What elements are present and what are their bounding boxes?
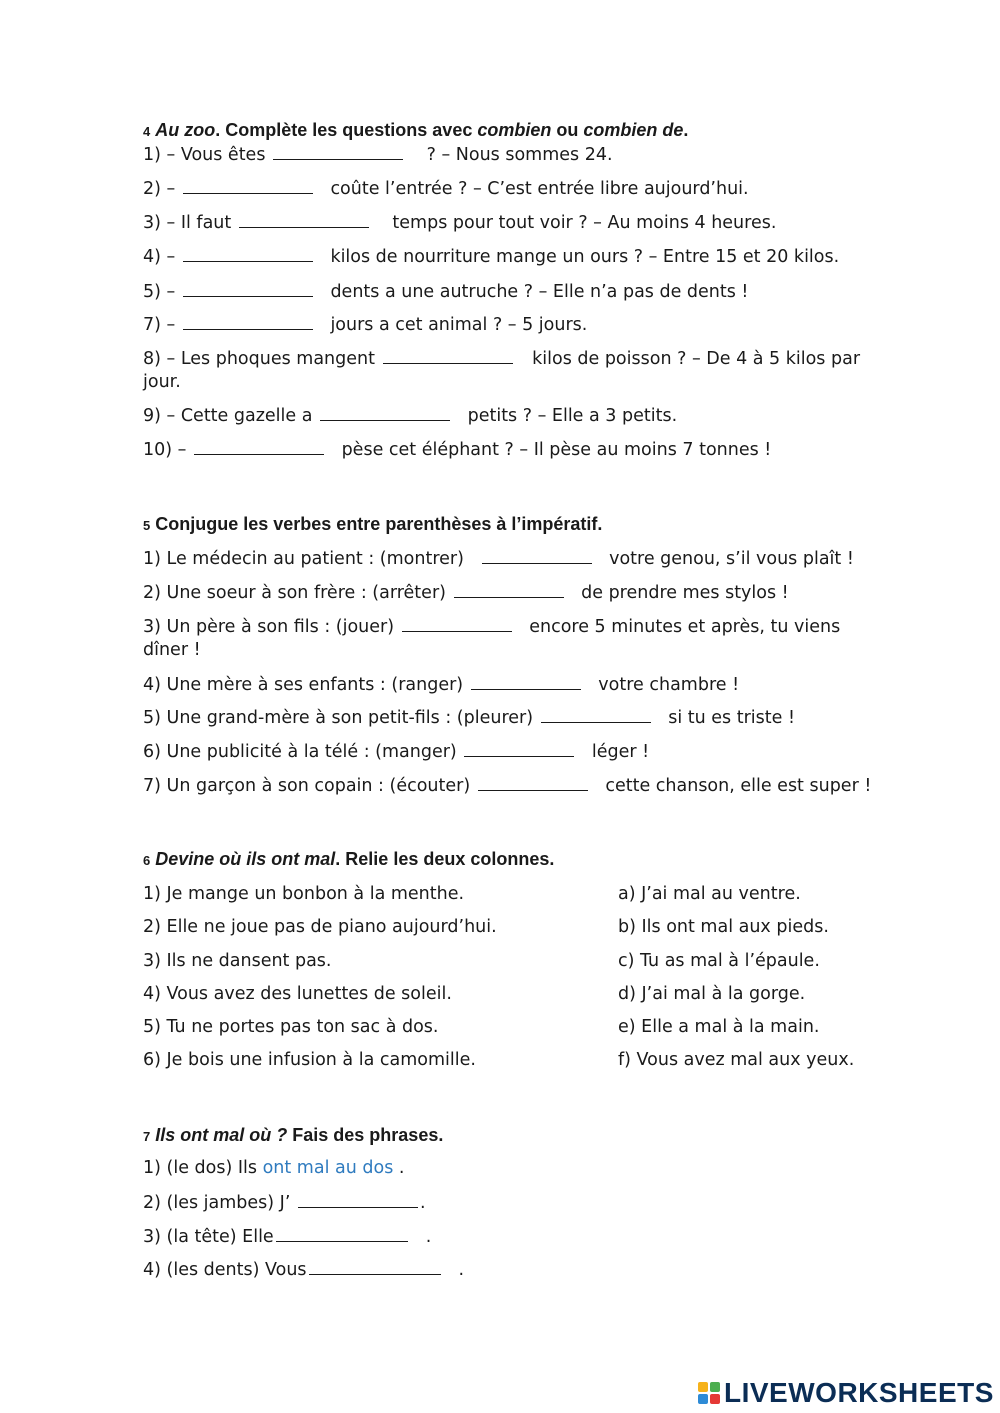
item-text: 3) – Il faut bbox=[143, 213, 232, 233]
answer-blank[interactable] bbox=[183, 244, 313, 262]
match-right-item[interactable]: a) J’ai mal au ventre. bbox=[618, 884, 801, 904]
answer-blank[interactable] bbox=[541, 705, 651, 723]
item-text: si tu es triste ! bbox=[668, 708, 795, 728]
match-right-item[interactable]: b) Ils ont mal aux pieds. bbox=[618, 917, 829, 937]
item-text: dents a une autruche ? – Elle n’a pas de dents ! bbox=[330, 282, 749, 302]
ex4-item bbox=[143, 244, 839, 269]
ex5-item bbox=[143, 546, 854, 571]
ex4-number: 4 bbox=[143, 124, 151, 139]
ex5-item bbox=[143, 773, 871, 798]
item-text: 7) – bbox=[143, 315, 176, 335]
ex6-title-rest: . Relie les deux colonnes. bbox=[335, 849, 555, 869]
ex4-item bbox=[143, 176, 749, 201]
ex6-title-italic: Devine où ils ont mal bbox=[155, 849, 336, 869]
item-text: . bbox=[458, 1260, 465, 1280]
item-text: léger ! bbox=[591, 742, 650, 762]
item-text: petits ? – Elle a 3 petits. bbox=[467, 406, 678, 426]
ex4-item bbox=[143, 142, 613, 167]
ex6-number: 6 bbox=[143, 853, 151, 868]
ex7-item bbox=[143, 1190, 426, 1215]
ex5-item bbox=[143, 739, 649, 764]
answer-blank[interactable] bbox=[309, 1257, 441, 1275]
ex7-item bbox=[143, 1224, 431, 1249]
item-text: 7) Un garçon à son copain : (écouter) bbox=[143, 776, 471, 796]
ex7-title-italic: Ils ont mal où ? bbox=[155, 1125, 288, 1145]
item-text: kilos de poisson ? – De 4 à 5 kilos par bbox=[532, 349, 861, 369]
answer-blank[interactable] bbox=[383, 346, 513, 364]
item-text: encore 5 minutes et après, tu viens bbox=[529, 617, 841, 637]
answer-blank[interactable] bbox=[471, 672, 581, 690]
item-text: 3) Un père à son fils : (jouer) bbox=[143, 617, 395, 637]
ex4-heading bbox=[143, 119, 688, 143]
match-right-item[interactable]: c) Tu as mal à l’épaule. bbox=[618, 951, 820, 971]
logo-square bbox=[698, 1382, 708, 1392]
ex4-title-end: . bbox=[683, 120, 689, 140]
ex4-title-italic: Au zoo bbox=[155, 120, 216, 140]
match-left-item[interactable]: 6) Je bois une infusion à la camomille. bbox=[143, 1050, 476, 1070]
item-text: 5) Une grand-mère à son petit-fils : (pleurer) bbox=[143, 708, 534, 728]
ex7-title-rest: Fais des phrases. bbox=[287, 1125, 444, 1145]
match-left-item[interactable]: 5) Tu ne portes pas ton sac à dos. bbox=[143, 1017, 439, 1037]
ex5-item bbox=[143, 705, 795, 730]
match-left-item[interactable]: 2) Elle ne joue pas de piano aujourd’hui. bbox=[143, 917, 497, 937]
answer-blank[interactable] bbox=[482, 546, 592, 564]
answer-blank[interactable] bbox=[273, 142, 403, 160]
answer-blank[interactable] bbox=[402, 614, 512, 632]
item-text: 1) – Vous êtes bbox=[143, 145, 266, 165]
match-left-item[interactable]: 4) Vous avez des lunettes de soleil. bbox=[143, 984, 452, 1004]
match-left-item[interactable]: 1) Je mange un bonbon à la menthe. bbox=[143, 884, 465, 904]
example-answer: ont mal au dos bbox=[262, 1158, 394, 1178]
answer-blank[interactable] bbox=[183, 312, 313, 330]
ex5-title: Conjugue les verbes entre parenthèses à l’impératif. bbox=[155, 514, 603, 534]
ex4-keyword-2: combien de bbox=[583, 120, 684, 140]
ex4-item bbox=[143, 210, 776, 235]
ex5-item bbox=[143, 580, 789, 605]
match-right-item[interactable]: e) Elle a mal à la main. bbox=[618, 1017, 820, 1037]
item-text: . bbox=[393, 1158, 405, 1178]
answer-blank[interactable] bbox=[239, 210, 369, 228]
item-text: 5) – bbox=[143, 282, 176, 302]
item-text: jours a cet animal ? – 5 jours. bbox=[330, 315, 588, 335]
logo-mark-icon bbox=[698, 1382, 720, 1404]
ex7-heading bbox=[143, 1124, 443, 1148]
liveworksheets-logo bbox=[698, 1378, 994, 1408]
ex4-item bbox=[143, 346, 860, 371]
item-text: 1) Le médecin au patient : (montrer) bbox=[143, 549, 464, 569]
item-text: 6) Une publicité à la télé : (manger) bbox=[143, 742, 457, 762]
ex4-item bbox=[143, 279, 748, 304]
ex4-title-rest: . Complète les questions avec bbox=[215, 120, 478, 140]
answer-blank[interactable] bbox=[194, 437, 324, 455]
item-text: 4) – bbox=[143, 247, 176, 267]
item-text: pèse cet éléphant ? – Il pèse au moins 7 tonnes ! bbox=[341, 440, 772, 460]
answer-blank[interactable] bbox=[183, 279, 313, 297]
logo-text: LIVEWORKSHEETS bbox=[724, 1377, 994, 1408]
ex4-item-continuation: jour. bbox=[143, 372, 181, 392]
ex7-number: 7 bbox=[143, 1129, 151, 1144]
item-text: 10) – bbox=[143, 440, 187, 460]
ex6-heading bbox=[143, 848, 554, 872]
item-text: 3) (la tête) Elle bbox=[143, 1227, 274, 1247]
ex5-number: 5 bbox=[143, 518, 151, 533]
item-text: de prendre mes stylos ! bbox=[581, 583, 789, 603]
answer-blank[interactable] bbox=[298, 1190, 418, 1208]
answer-blank[interactable] bbox=[454, 580, 564, 598]
ex4-title-mid: ou bbox=[551, 120, 584, 140]
ex4-item bbox=[143, 403, 677, 428]
match-right-item[interactable]: f) Vous avez mal aux yeux. bbox=[618, 1050, 855, 1070]
item-text: 9) – Cette gazelle a bbox=[143, 406, 313, 426]
item-text: votre genou, s’il vous plaît ! bbox=[609, 549, 854, 569]
item-text: . bbox=[419, 1193, 426, 1213]
item-text: 2) Une soeur à son frère : (arrêter) bbox=[143, 583, 446, 603]
item-text: 4) (les dents) Vous bbox=[143, 1260, 307, 1280]
ex5-heading bbox=[143, 513, 602, 537]
item-text: 2) (les jambes) J’ bbox=[143, 1193, 291, 1213]
item-text: 4) Une mère à ses enfants : (ranger) bbox=[143, 675, 464, 695]
answer-blank[interactable] bbox=[320, 403, 450, 421]
ex4-item bbox=[143, 437, 771, 462]
logo-square bbox=[710, 1394, 720, 1404]
ex4-keyword-1: combien bbox=[477, 120, 552, 140]
answer-blank[interactable] bbox=[478, 773, 588, 791]
logo-square bbox=[710, 1382, 720, 1392]
item-text: 1) (le dos) Ils bbox=[143, 1158, 263, 1178]
answer-blank[interactable] bbox=[183, 176, 313, 194]
item-text: ? – Nous sommes 24. bbox=[426, 145, 613, 165]
item-text: temps pour tout voir ? – Au moins 4 heures. bbox=[392, 213, 777, 233]
item-text: coûte l’entrée ? – C’est entrée libre aujourd’hui. bbox=[330, 179, 749, 199]
ex5-item-continuation: dîner ! bbox=[143, 640, 201, 660]
ex7-example bbox=[143, 1156, 404, 1180]
logo-square bbox=[698, 1394, 708, 1404]
ex7-item bbox=[143, 1257, 464, 1282]
item-text: kilos de nourriture mange un ours ? – Entre 15 et 20 kilos. bbox=[330, 247, 840, 267]
item-text: votre chambre ! bbox=[598, 675, 740, 695]
answer-blank[interactable] bbox=[464, 739, 574, 757]
match-left-item[interactable]: 3) Ils ne dansent pas. bbox=[143, 951, 332, 971]
answer-blank[interactable] bbox=[276, 1224, 408, 1242]
item-text: 8) – Les phoques mangent bbox=[143, 349, 375, 369]
item-text: cette chanson, elle est super ! bbox=[605, 776, 872, 796]
ex5-item bbox=[143, 614, 840, 639]
ex4-item bbox=[143, 312, 587, 337]
match-right-item[interactable]: d) J’ai mal à la gorge. bbox=[618, 984, 806, 1004]
item-text: 2) – bbox=[143, 179, 176, 199]
ex5-item bbox=[143, 672, 739, 697]
item-text: . bbox=[425, 1227, 432, 1247]
